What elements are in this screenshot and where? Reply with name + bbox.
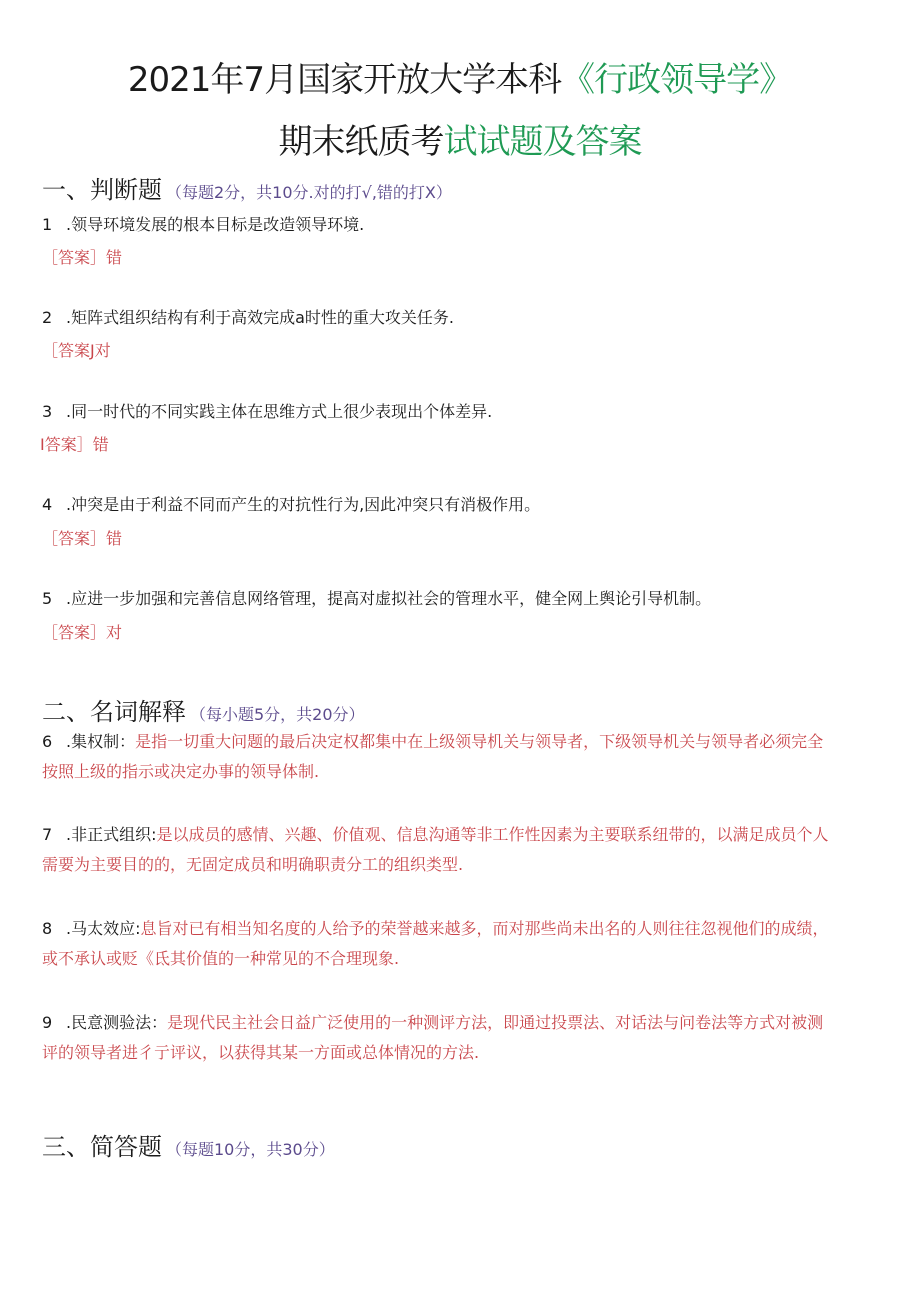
question-text: .领导环境发展的根本目标是改造领导环境. <box>66 215 365 234</box>
question-item <box>42 586 711 609</box>
document-title-line2 <box>0 114 920 163</box>
question-item <box>42 399 492 422</box>
section-title: 三、简答题 <box>42 1133 162 1161</box>
title-part-exam: 期末纸质考 <box>278 122 444 162</box>
term-name: .马太效应: <box>66 919 141 938</box>
section-heading-short-answer <box>42 1127 335 1162</box>
question-item <box>42 492 540 515</box>
term-definition: 是以成员的感情、兴趣、价值观、信息沟通等非工作性因素为主要联系纽带的，以满足成员个人 <box>156 825 829 844</box>
answer-label: ［答案］对 <box>42 623 123 642</box>
title-part-course: 《行政领导学》 <box>561 60 793 100</box>
question-text: .矩阵式组织结构有利于高效完成a时性的重大攻关任务. <box>66 308 454 327</box>
term-number: 8 <box>42 919 53 938</box>
question-number: 1 <box>42 215 53 234</box>
term-definition: 是现代民主社会日益广泛使用的一种测评方法，即通过投票法、对话法与问卷法等方式对被测 <box>167 1013 824 1032</box>
question-text: .同一时代的不同实践主体在思维方式上很少表现出个体差异. <box>66 402 493 421</box>
term-definition-cont: 或不承认或贬《氐其价值的一种常见的不合理现象. <box>42 949 400 968</box>
term-item <box>42 1008 882 1068</box>
term-name: .集权制： <box>66 732 136 751</box>
title-part-answers: 试试题及答案 <box>443 122 642 162</box>
question-item <box>42 305 454 328</box>
section-note: （每题2分，共10分.对的打√,错的打X） <box>166 183 452 202</box>
term-number: 7 <box>42 825 53 844</box>
answer-label: ［答案J对 <box>42 341 111 360</box>
term-definition-cont: 按照上级的指示或决定办事的领导体制. <box>42 762 320 781</box>
answer-label: ［答案］错 <box>42 248 123 267</box>
question-text: .应进一步加强和完善信息网络管理，提高对虚拟社会的管理水平，健全网上舆论引导机制。 <box>66 589 712 608</box>
term-definition-cont: 需要为主要目的的，无固定成员和明确职责分工的组织类型. <box>42 855 464 874</box>
document-title-line1 <box>0 52 920 101</box>
answer-label: I答案］错 <box>40 435 109 454</box>
term-number: 6 <box>42 732 53 751</box>
term-definition: 是指一切重大问题的最后决定权都集中在上级领导机关与领导者，下级领导机关与领导者必须完全 <box>135 732 824 751</box>
question-item <box>42 212 364 235</box>
term-item <box>42 914 882 974</box>
section-title: 二、名词解释 <box>42 698 186 726</box>
title-part-main: 2021年7月国家开放大学本科 <box>127 60 562 100</box>
section-note: （每题10分，共30分） <box>166 1140 335 1159</box>
term-item <box>42 820 882 880</box>
section-note: （每小题5分，共20分） <box>190 705 365 724</box>
question-number: 2 <box>42 308 53 327</box>
question-number: 4 <box>42 495 53 514</box>
term-definition-cont: 评的领导者进彳亍评议，以获得其某一方面或总体情况的方法. <box>42 1043 480 1062</box>
question-number: 3 <box>42 402 53 421</box>
section-heading-true-false <box>42 170 452 205</box>
term-definition: 息旨对已有相当知名度的人给予的荣誉越来越多，而对那些尚未出名的人则往往忽视他们的成绩， <box>140 919 829 938</box>
term-name: .民意测验法： <box>66 1013 168 1032</box>
question-number: 5 <box>42 589 53 608</box>
answer-label: ［答案］错 <box>42 529 123 548</box>
section-heading-definitions <box>42 692 365 727</box>
question-text: .冲突是由于利益不同而产生的对抗性行为,因此冲突只有消极作用。 <box>66 495 541 514</box>
term-name: .非正式组织: <box>66 825 157 844</box>
section-title: 一、判断题 <box>42 176 162 204</box>
term-number: 9 <box>42 1013 53 1032</box>
term-item <box>42 727 882 787</box>
